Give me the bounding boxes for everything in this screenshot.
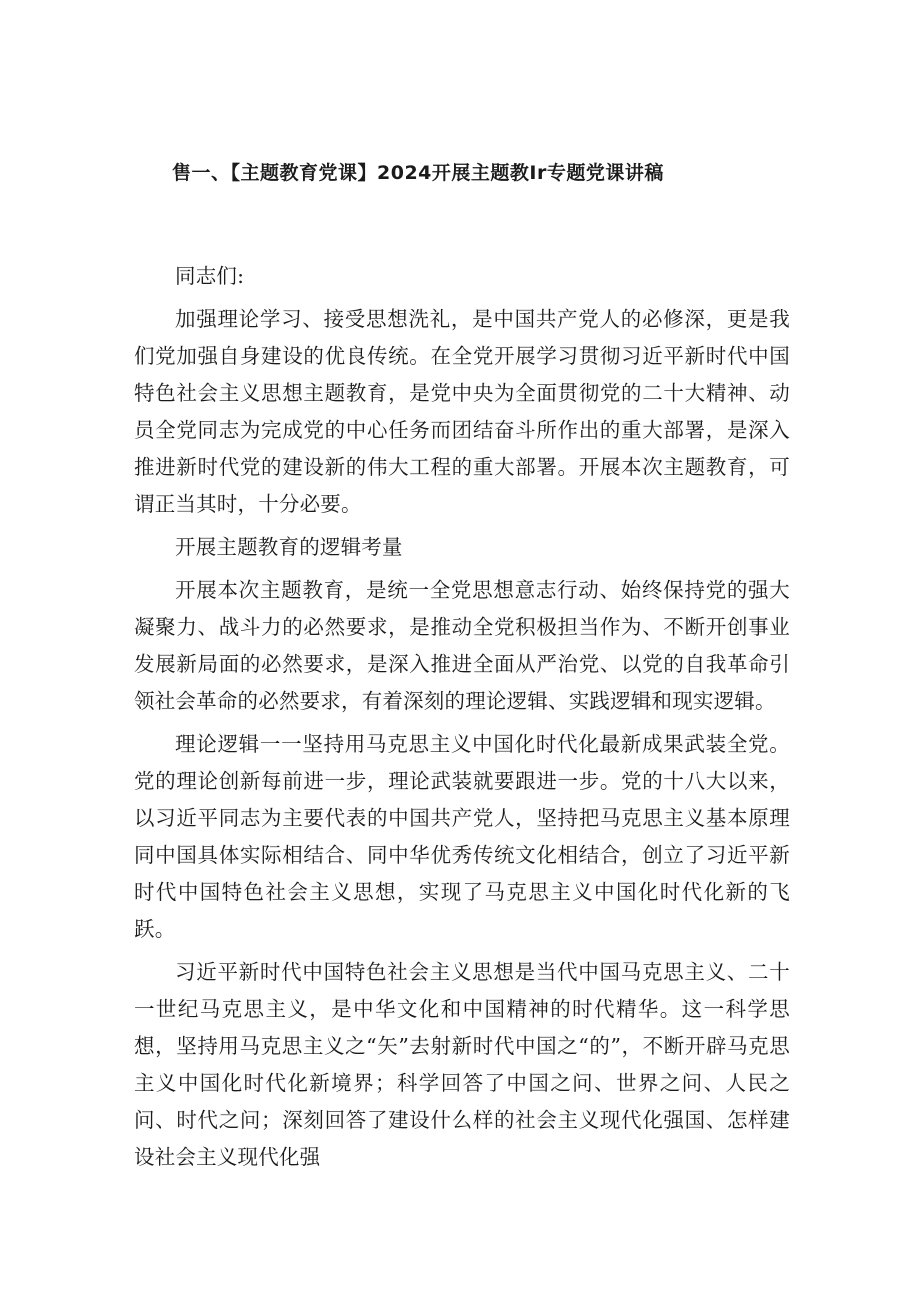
paragraph-intro: 加强理论学习、接受思想洗礼，是中国共产党人的必修深，更是我们党加强自身建设的优良传统。在全党开展学习贯彻习近平新时代中国特色社会主义思想主题教育，是党中央为全面贯彻党的二十大精神、动员全党同志为完成党的中心任务而团结奋斗所作出的重大部署，是深入推进新时代党的建设新的伟大工程的重大部署。开展本次主题教育，可谓正当其时，十分必要。 [134, 307, 790, 516]
salutation: 同志们: [175, 264, 245, 288]
paragraph-logic-overview: 开展本次主题教育，是统一全党思想意志行动、始终保持党的强大凝聚力、战斗力的必然要求，是推动全党积极担当作为、不断开创事业发展新局面的必然要求，是深入推进全面从严治党、以党的自我革命引领社会革命的必然要求，有着深刻的理论逻辑、实践逻辑和现实逻辑。 [134, 578, 790, 713]
paragraph-xi-thought: 习近平新时代中国特色社会主义思想是当代中国马克思主义、二十一世纪马克思主义，是中华文化和中国精神的时代精华。这一科学思想，坚持用马克思主义之“矢”去射新时代中国之“的”，不断开辟马克思主义中国化时代化新境界；科学回答了中国之问、世界之问、人民之问、时代之问；深刻回答了建设什么样的社会主义现代化强国、怎样建设社会主义现代化强 [134, 960, 790, 1169]
document-title: 售一、【主题教育党课】2024开展主题教Ir专题党课讲稿 [172, 162, 664, 184]
paragraph-theory-logic: 理论逻辑一一坚持用马克思主义中国化时代化最新成果武装全党。党的理论创新每前进一步，理论武装就要跟进一步。党的十八大以来，以习近平同志为主要代表的中国共产党人，坚持把马克思主义基本原理同中国具体实际相结合、同中华优秀传统文化相结合，创立了习近平新时代中国特色社会主义思想，实现了马克思主义中国化时代化新的飞跃。 [134, 732, 790, 941]
section-heading: 开展主题教育的逻辑考量 [175, 535, 403, 559]
document-body [134, 258, 790, 1176]
